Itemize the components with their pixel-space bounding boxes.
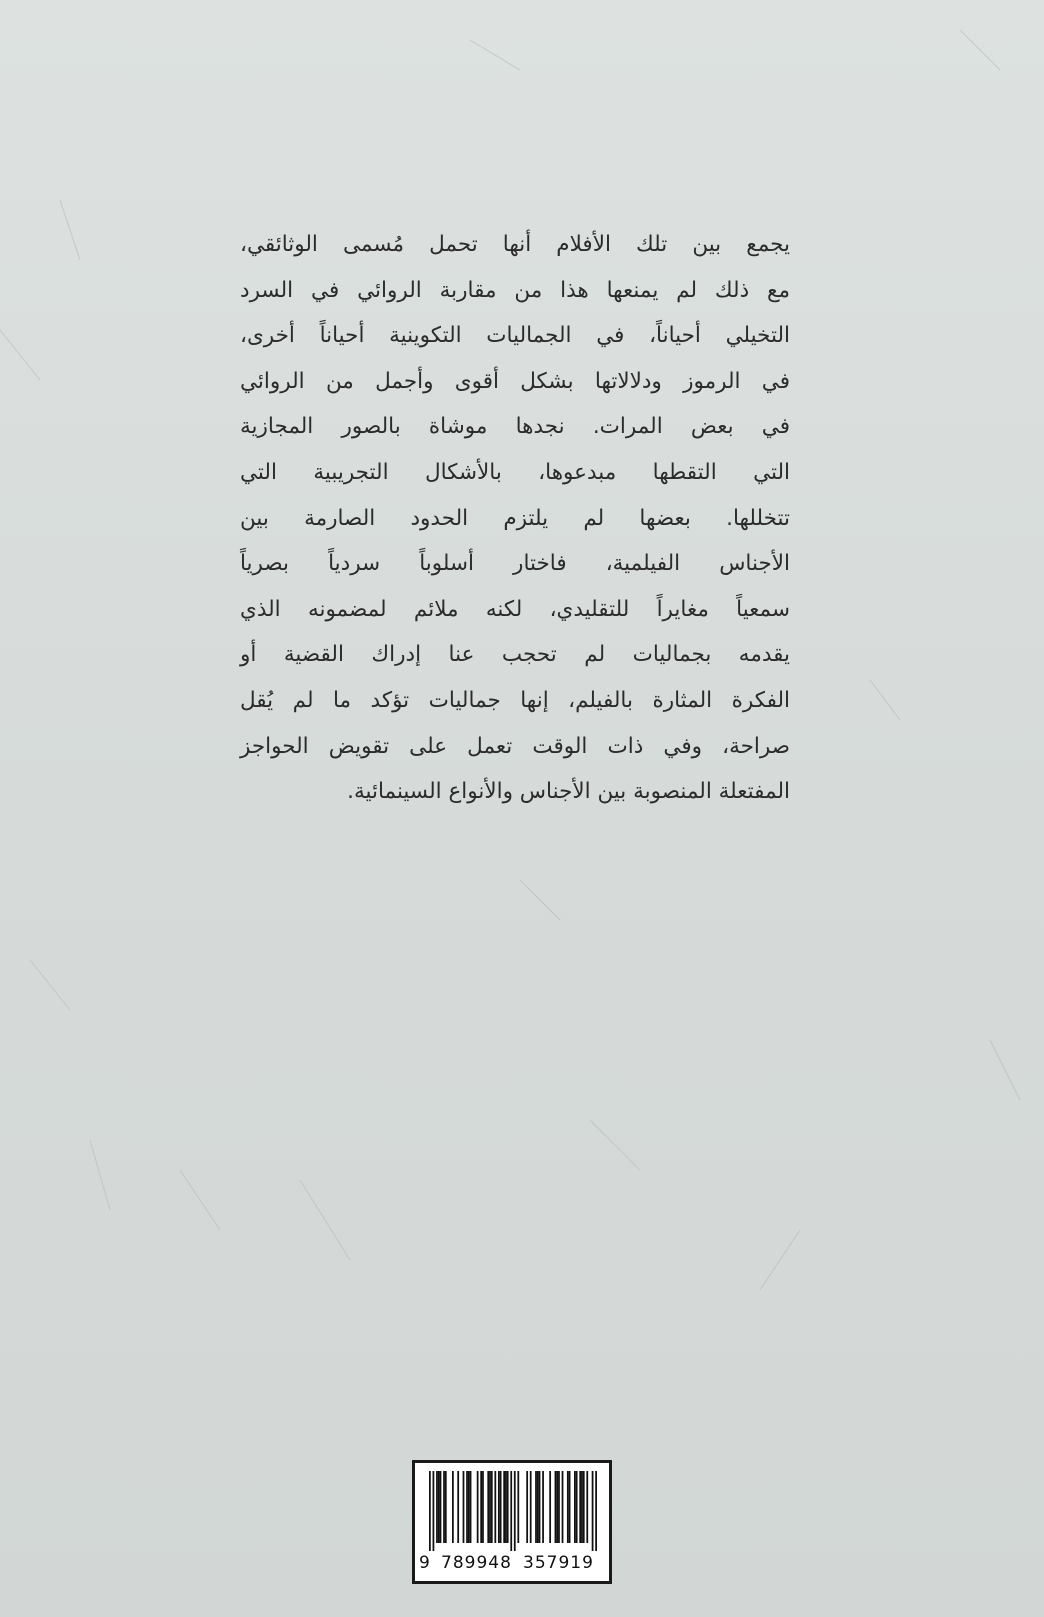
blurb-line: المفتعلة المنصوبة بين الأجناس والأنواع السينمائية. (347, 779, 790, 805)
barcode-bar (537, 1471, 539, 1543)
barcode-bar (514, 1471, 516, 1551)
barcode-bar (595, 1471, 597, 1551)
blurb-line: في بعض المرات. نجدها موشاة بالصور المجازية (240, 414, 790, 440)
barcode-bar (530, 1471, 532, 1543)
barcode-bar (562, 1471, 564, 1543)
barcode-bar (487, 1471, 489, 1543)
barcode-bar (567, 1471, 569, 1543)
barcode-bar (583, 1471, 585, 1543)
barcode-bar (510, 1471, 512, 1551)
blurb-line: صراحة، وفي ذات الوقت تعمل على تقويض الحواجز (240, 733, 790, 759)
barcode-bar (433, 1471, 435, 1551)
barcode-bar (581, 1471, 583, 1543)
blurb-line: يجمع بين تلك الأفلام أنها تحمل مُسمى الوثائقي، (240, 232, 790, 257)
barcode-bar (463, 1471, 465, 1543)
blurb-line: الأجناس الفيلمية، فاختار أسلوباً سردياً بصرياً (240, 551, 790, 577)
back-cover-blurb (240, 222, 790, 815)
barcode-bar (539, 1471, 541, 1543)
barcode-bar (556, 1471, 558, 1543)
barcode-bar (576, 1471, 578, 1543)
barcode-bar (466, 1471, 468, 1543)
barcode-bar (429, 1471, 431, 1551)
barcode-bar (477, 1471, 479, 1543)
barcode-bar (480, 1471, 482, 1543)
barcode-bar (505, 1471, 507, 1543)
barcode-bar (436, 1471, 438, 1543)
barcode-bar (549, 1471, 551, 1543)
barcode-bar (470, 1471, 472, 1543)
barcode-bar (542, 1471, 544, 1543)
barcode-number (415, 1553, 609, 1579)
blurb-line: يقدمه بجماليات لم تحجب عنا إدراك القضية أو (240, 642, 790, 668)
barcode-bar (535, 1471, 537, 1543)
barcode-bars (429, 1471, 597, 1551)
barcode-bar (438, 1471, 440, 1543)
barcode-first-digit: 9 (419, 1553, 431, 1573)
barcode-bar (517, 1471, 519, 1543)
barcode-bar (555, 1471, 557, 1543)
barcode-bar (500, 1471, 502, 1543)
barcode-bar (440, 1471, 442, 1543)
barcode-bar (507, 1471, 509, 1543)
blurb-line: التخيلي أحياناً، في الجماليات التكوينية أحياناً أخرى، (240, 323, 790, 349)
barcode-bar (452, 1471, 454, 1543)
barcode-bar (494, 1471, 496, 1543)
barcode-bar (491, 1471, 493, 1543)
barcode-bar (457, 1471, 459, 1543)
blurb-line: في الرموز ودلالاتها بشكل أقوى وأجمل من الروائي (240, 368, 790, 394)
isbn-barcode (412, 1460, 612, 1584)
barcode-bar (592, 1471, 594, 1551)
blurb-line: سمعياً مغايراً للتقليدي، لكنه ملائم لمضمونه الذي (240, 596, 790, 622)
blurb-line: الفكرة المثارة بالفيلم، إنها جماليات تؤكد ما لم يُقل (240, 687, 790, 713)
barcode-bar (569, 1471, 571, 1543)
barcode-bar (489, 1471, 491, 1543)
blurb-line: التي التقطها مبدعوها، بالأشكال التجريبية التي (240, 459, 790, 485)
barcode-right-digits: 357919 (523, 1553, 594, 1573)
blurb-line: تتخللها. بعضها لم يلتزم الحدود الصارمة بين (240, 505, 790, 531)
barcode-bar (579, 1471, 581, 1543)
barcode-bar (468, 1471, 470, 1543)
barcode-bar (482, 1471, 484, 1543)
blurb-line: مع ذلك لم يمنعها هذا من مقاربة الروائي في السرد (240, 277, 790, 303)
barcode-bar (574, 1471, 576, 1543)
barcode-left-digits: 789948 (441, 1553, 512, 1573)
barcode-bar (498, 1471, 500, 1543)
barcode-bar (558, 1471, 560, 1543)
barcode-bar (586, 1471, 588, 1543)
barcode-bar (526, 1471, 528, 1543)
barcode-bar (445, 1471, 447, 1543)
barcode-bar (443, 1471, 445, 1543)
barcode-bar (503, 1471, 505, 1543)
